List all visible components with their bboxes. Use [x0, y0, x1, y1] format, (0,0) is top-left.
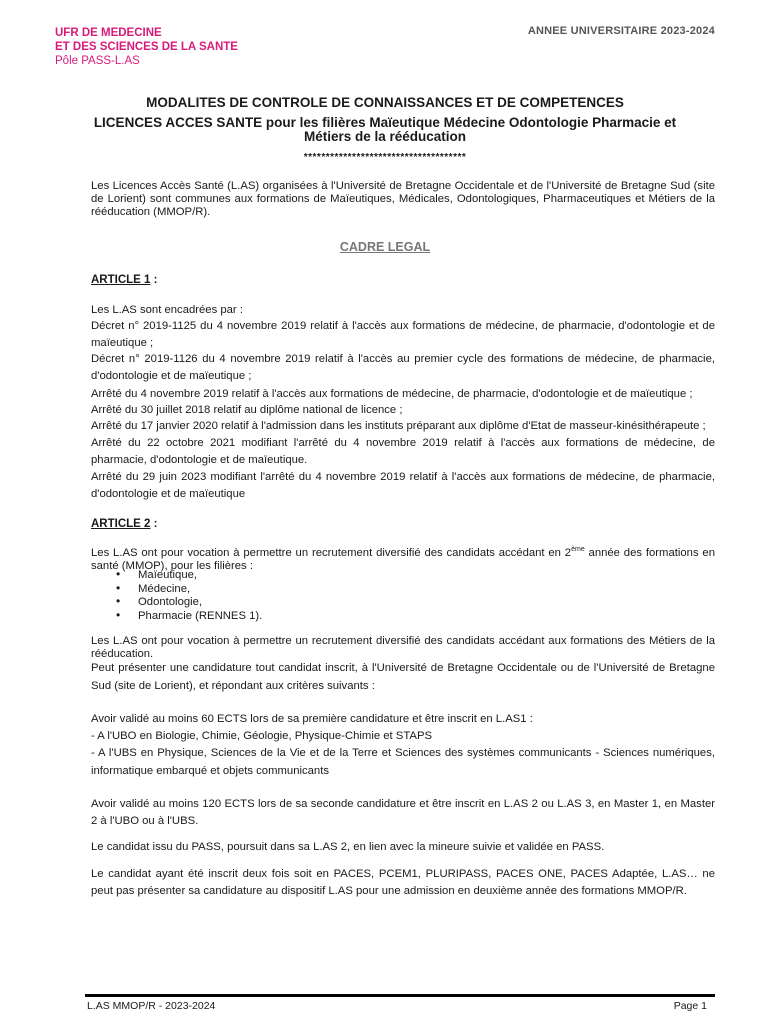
filieres-list: [110, 569, 262, 623]
superscript-eme: ème: [571, 546, 585, 553]
list-item: • Maïeutique,: [110, 569, 262, 583]
article-1-line: Les L.AS sont encadrées par :: [91, 304, 243, 316]
ufr-line-2: ET DES SCIENCES DE LA SANTE: [55, 41, 238, 53]
academic-year: ANNEE UNIVERSITAIRE 2023-2024: [527, 25, 715, 37]
section-heading-cadre-legal: CADRE LEGAL: [339, 240, 431, 254]
criterion-1-line: Avoir validé au moins 60 ECTS lors de sa première candidature et être inscrit en L.AS1 :: [91, 713, 533, 725]
article-1-heading: [91, 274, 157, 286]
article-1-line: Arrêté du 30 juillet 2018 relatif au diplôme national de licence ;: [91, 404, 403, 416]
article-2-colon: :: [150, 518, 158, 530]
subtitle-line-1: LICENCES ACCES SANTE pour les filières Maïeutique Médecine Odontologie Pharmacie et: [93, 115, 677, 130]
footer-document-label: L.AS MMOP/R - 2023-2024: [87, 1000, 216, 1012]
footer-page-number: Page 1: [673, 1000, 707, 1012]
article-2-label: ARTICLE 2: [91, 518, 151, 530]
article-1-line: d'odontologie et de maïeutique: [91, 488, 246, 500]
article-1-label: ARTICLE 1: [91, 274, 151, 286]
article-1-line: Arrêté du 4 novembre 2019 relatif à l'accès aux formations de médecine, de pharmacie, d'odontologie et de maïeutique ;: [91, 388, 693, 400]
article-1-line: pharmacie, d'odontologie et de maïeutique.: [91, 454, 308, 466]
criterion-2-line: Avoir validé au moins 120 ECTS lors de sa seconde candidature et être inscrit en L.AS 2 ou L.AS 3, en Master 1, en Master: [91, 798, 715, 810]
article-1-colon: :: [150, 274, 158, 286]
article-1-line: Arrêté du 22 octobre 2021 modifiant l'arrêté du 4 novembre 2019 relatif à l'accès aux formations de médecine, de: [91, 437, 715, 449]
criterion-2-line: 2 à l'UBO ou à l'UBS.: [91, 815, 199, 827]
article-2-paragraph-3-line: Sud (site de Lorient), et répondant aux critères suivants :: [91, 680, 375, 692]
article-1-line: Décret n° 2019-1125 du 4 novembre 2019 relatif à l'accès aux formations de médecine, de pharmacie, d'odontologie et de: [91, 320, 715, 332]
document-subtitle: [60, 116, 710, 144]
list-item: • Médecine,: [110, 583, 262, 597]
document-title: MODALITES DE CONTROLE DE CONNAISSANCES ET DE COMPETENCES: [146, 95, 624, 110]
article-1-line: Décret n° 2019-1126 du 4 novembre 2019 relatif à l'accès au premier cycle des formations de médecine, de pharmacie,: [91, 353, 715, 365]
criterion-1-line: - A l'UBS en Physique, Sciences de la Vie et de la Terre et Sciences des systèmes communicants - Sciences numériques,: [91, 747, 715, 759]
article-2-paragraph-3-line: Peut présenter une candidature tout candidat inscrit, à l'Université de Bretagne Occidentale ou de l'Université de Bretagne: [91, 662, 715, 674]
list-item: • Pharmacie (RENNES 1).: [110, 610, 262, 624]
article-1-line: d'odontologie et de maïeutique ;: [91, 370, 252, 382]
paragraph-text: Les L.AS ont pour vocation à permettre un recrutement diversifié des candidats accédant en 2: [91, 546, 572, 559]
article-2-paragraph-2: Les L.AS ont pour vocation à permettre un recrutement diversifié des candidats accédant aux formations des Métiers de la rééducation.: [91, 635, 715, 660]
criterion-4-line: Le candidat ayant été inscrit deux fois soit en PACES, PCEM1, PLURIPASS, PACES ONE, PACES Adaptée, L.AS… ne: [91, 868, 715, 880]
paragraph-text: année des formations en santé (MMOP), pour les filières :: [91, 546, 715, 572]
criterion-3-line: Le candidat issu du PASS, poursuit dans sa L.AS 2, en lien avec la mineure suivie et validée en PASS.: [91, 841, 605, 853]
title-separator: *************************************: [303, 152, 467, 163]
intro-paragraph: Les Licences Accès Santé (L.AS) organisées à l'Université de Bretagne Occidentale et de l'Université de Bretagne Sud (site de Lorient) sont communes aux formations de Maïeutiques, Médicales, Odontologiques, Pharmaceutiques et Métiers de la rééducation (MMOP/R).: [91, 180, 715, 218]
article-2-heading: [91, 518, 157, 530]
criterion-4-line: peut pas présenter sa candidature au dispositif L.AS pour une admission en deuxième année des formations MMOP/R.: [91, 885, 687, 897]
article-1-line: Arrêté du 29 juin 2023 modifiant l'arrêté du 4 novembre 2019 relatif à l'accès aux formations de médecine, de pharmacie,: [91, 471, 715, 483]
list-item: • Odontologie,: [110, 596, 262, 610]
criterion-1-line: - A l'UBO en Biologie, Chimie, Géologie, Physique-Chimie et STAPS: [91, 730, 433, 742]
ufr-line-1: UFR DE MEDECINE: [55, 27, 162, 39]
criterion-1-line: informatique embarqué et objets communicants: [91, 765, 329, 777]
footer-divider: [85, 994, 715, 997]
article-1-line: Arrêté du 17 janvier 2020 relatif à l'admission dans les instituts préparant aux diplôme d'Etat de masseur-kinésithérapeute ;: [91, 420, 706, 432]
pole-label: Pôle PASS-L.AS: [55, 55, 140, 67]
institution-header: [55, 26, 238, 68]
article-1-line: maïeutique ;: [91, 337, 154, 349]
subtitle-line-2: Métiers de la rééducation: [303, 129, 467, 144]
